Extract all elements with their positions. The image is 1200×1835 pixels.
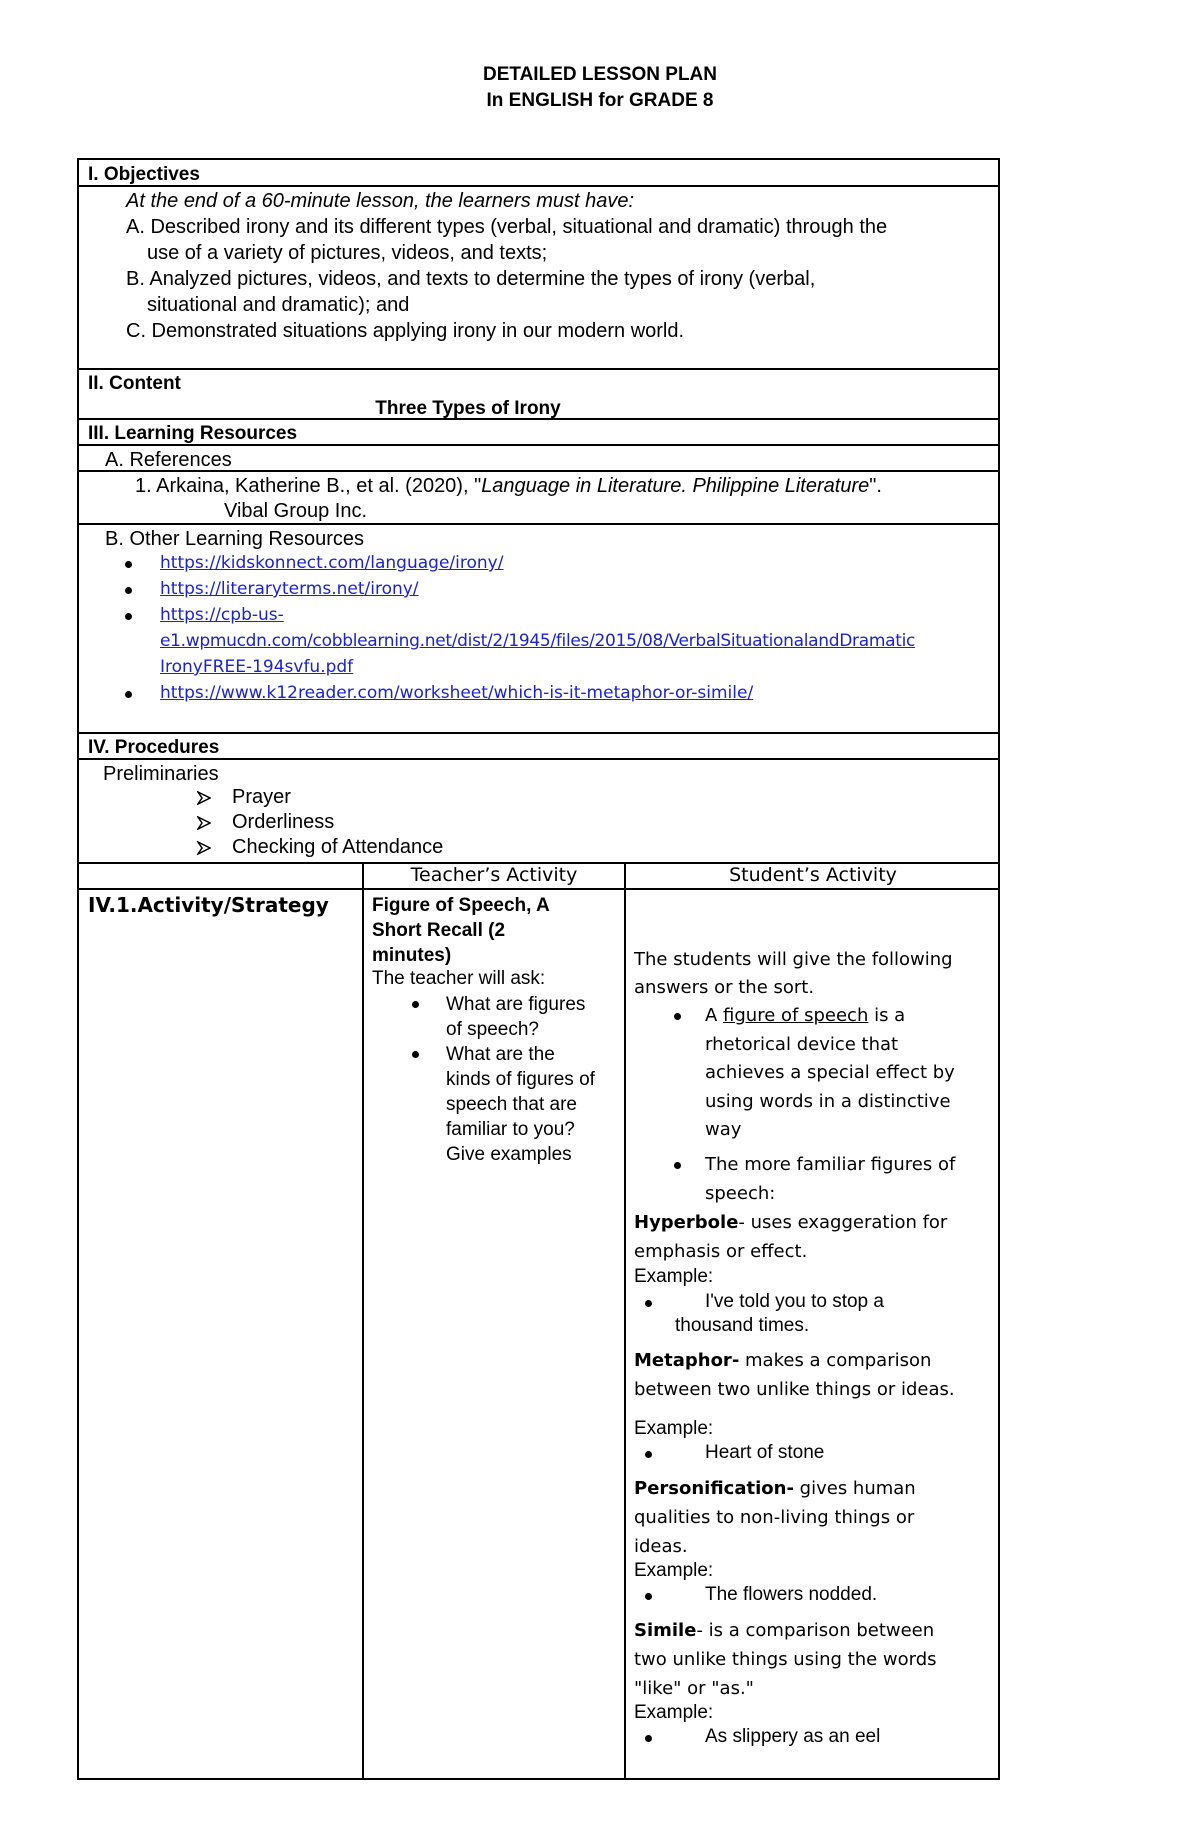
example-label: Example:: [634, 1702, 714, 1723]
definition-line: two unlike things using the words: [634, 1649, 937, 1670]
bullet-icon: [125, 613, 132, 620]
figure-of-speech-term: figure of speech: [723, 1005, 869, 1026]
metaphor-definition: [634, 1346, 955, 1404]
teacher-title-line: Figure of Speech, A: [372, 895, 550, 916]
hyperbole-example: I've told you to stop a: [705, 1291, 884, 1312]
definition-fragment: makes a comparison: [739, 1350, 932, 1371]
objective-b: B. Analyzed pictures, videos, and texts to determine the types of irony (verbal,: [126, 268, 816, 290]
teacher-question-line: Give examples: [446, 1144, 572, 1165]
definition-line: [634, 1474, 916, 1503]
teacher-question-line: What are the: [446, 1044, 555, 1065]
student-answer-line: [705, 1002, 955, 1031]
activity-strategy-label: IV.1.Activity/Strategy: [88, 893, 329, 917]
student-answer-fragment: is a: [868, 1005, 906, 1026]
simile-definition: [634, 1616, 937, 1703]
example-label: Example:: [634, 1266, 714, 1287]
teacher-question-line: familiar to you?: [446, 1119, 575, 1140]
arrow-bullet-icon: [197, 791, 211, 805]
definition-line: "like" or "as.": [634, 1678, 754, 1699]
bullet-icon: [125, 561, 132, 568]
resource-link-cobblearning-end[interactable]: IronyFREE-194svfu.pdf: [160, 657, 354, 677]
objective-b-cont: situational and dramatic); and: [147, 294, 410, 316]
teacher-question-1: [446, 992, 585, 1042]
rule: [79, 732, 998, 734]
definition-fragment: - is a comparison between: [696, 1620, 935, 1641]
bullet-icon: [674, 1162, 681, 1169]
hyperbole-example-cont: thousand times.: [675, 1315, 810, 1336]
student-familiar-figures: [705, 1151, 955, 1208]
resource-link-cobblearning[interactable]: https://cpb-us-: [160, 605, 284, 625]
reference-1-prefix: 1. Arkaina, Katherine B., et al. (2020), ": [135, 475, 482, 497]
teacher-activity-header: Teacher’s Activity: [410, 864, 578, 886]
bullet-icon: [125, 691, 132, 698]
definition-line: emphasis or effect.: [634, 1241, 808, 1262]
references-label: A. References: [105, 449, 232, 471]
document-title-block: [0, 62, 1200, 114]
metaphor-example: Heart of stone: [705, 1442, 825, 1463]
definition-line: between two unlike things or ideas.: [634, 1379, 955, 1400]
rule: [79, 888, 998, 890]
bullet-icon: [645, 1451, 652, 1458]
preliminary-item: Prayer: [232, 786, 291, 808]
resource-link-literaryterms[interactable]: https://literaryterms.net/irony/: [160, 579, 419, 599]
student-answer-line: achieves a special effect by: [705, 1062, 955, 1083]
personification-example: The flowers nodded.: [705, 1584, 878, 1605]
document-subtitle: In ENGLISH for GRADE 8: [486, 90, 714, 111]
other-resources-label: B. Other Learning Resources: [105, 528, 365, 550]
metaphor-term: Metaphor-: [634, 1350, 740, 1371]
definition-line: ideas.: [634, 1536, 688, 1557]
objectives-heading: I. Objectives: [88, 164, 200, 185]
bullet-icon: [645, 1735, 652, 1742]
resource-link-k12reader[interactable]: https://www.k12reader.com/worksheet/which-is-it-metaphor-or-simile/: [160, 683, 754, 703]
teacher-question-line: What are figures: [446, 994, 586, 1015]
student-activity-header: Student’s Activity: [729, 864, 897, 886]
teacher-question-line: speech that are: [446, 1094, 577, 1115]
teacher-ask-text: The teacher will ask:: [372, 968, 546, 989]
student-intro-line: The students will give the following: [634, 949, 953, 970]
definition-line: qualities to non-living things or: [634, 1507, 915, 1528]
bullet-icon: [645, 1300, 652, 1307]
definition-line: [634, 1208, 947, 1237]
column-divider: [362, 862, 364, 1780]
bullet-icon: [412, 1051, 419, 1058]
simile-example: As slippery as an eel: [705, 1726, 881, 1747]
definition-line: [634, 1346, 955, 1375]
resource-link-cobblearning-cont[interactable]: e1.wpmucdn.com/cobblearning.net/dist/2/1945/files/2015/08/VerbalSituationalandDramatic: [160, 631, 916, 651]
resource-link-kidskonnect[interactable]: https://kidskonnect.com/language/irony/: [160, 553, 504, 573]
document-title: DETAILED LESSON PLAN: [483, 64, 717, 85]
teacher-question-2: [446, 1042, 595, 1167]
teacher-title-line: Short Recall (2: [372, 920, 506, 941]
content-heading: II. Content: [88, 373, 181, 394]
student-answer-line: using words in a distinctive: [705, 1090, 951, 1112]
example-label: Example:: [634, 1418, 714, 1439]
hyperbole-definition: [634, 1208, 947, 1266]
reference-1-publisher: Vibal Group Inc.: [224, 500, 368, 522]
bullet-icon: [412, 1001, 419, 1008]
objectives-intro: At the end of a 60-minute lesson, the learners must have:: [126, 190, 635, 212]
reference-1-title: Language in Literature. Philippine Literature: [481, 475, 870, 497]
rule: [79, 368, 998, 370]
rule: [79, 523, 998, 525]
student-answer-line: way: [705, 1119, 742, 1140]
student-answer-line: The more familiar figures of: [705, 1154, 956, 1175]
student-intro-line: answers or the sort.: [634, 977, 815, 998]
preliminary-item: Checking of Attendance: [232, 836, 444, 858]
reference-1-suffix: ".: [869, 475, 882, 497]
content-topic: Three Types of Irony: [375, 398, 561, 419]
preliminary-item: Orderliness: [232, 811, 335, 833]
teacher-question-line: kinds of figures of: [446, 1069, 595, 1090]
reference-1: [135, 475, 882, 498]
example-label: Example:: [634, 1560, 714, 1581]
definition-fragment: gives human: [793, 1478, 916, 1499]
bullet-icon: [674, 1013, 681, 1020]
student-intro: [634, 946, 953, 1002]
personification-definition: [634, 1474, 916, 1561]
arrow-bullet-icon: [197, 841, 211, 855]
preliminaries-label: Preliminaries: [103, 763, 219, 785]
student-answer-fragment: A: [705, 1005, 724, 1026]
procedures-heading: IV. Procedures: [88, 737, 220, 758]
student-answer-line: speech:: [705, 1182, 776, 1204]
definition-line: [634, 1616, 937, 1645]
teacher-title-line: minutes): [372, 945, 452, 966]
student-answer-line: rhetorical device that: [705, 1033, 899, 1055]
objective-a: A. Described irony and its different types (verbal, situational and dramatic) through the: [126, 216, 888, 238]
definition-fragment: - uses exaggeration for: [738, 1212, 948, 1233]
objective-c: C. Demonstrated situations applying irony in our modern world.: [126, 320, 685, 342]
lesson-plan-table: [77, 158, 1000, 1780]
personification-term: Personification-: [634, 1478, 794, 1499]
resources-heading: III. Learning Resources: [88, 423, 298, 444]
rule: [79, 185, 998, 187]
teacher-question-line: of speech?: [446, 1019, 539, 1040]
arrow-bullet-icon: [197, 816, 211, 830]
bullet-icon: [125, 587, 132, 594]
hyperbole-term: Hyperbole: [634, 1212, 739, 1233]
simile-term: Simile: [634, 1620, 697, 1641]
teacher-activity-title: [372, 893, 550, 968]
objective-a-cont: use of a variety of pictures, videos, and texts;: [147, 242, 548, 264]
column-divider: [624, 862, 626, 1780]
student-figure-of-speech: [705, 1002, 955, 1145]
bullet-icon: [645, 1593, 652, 1600]
